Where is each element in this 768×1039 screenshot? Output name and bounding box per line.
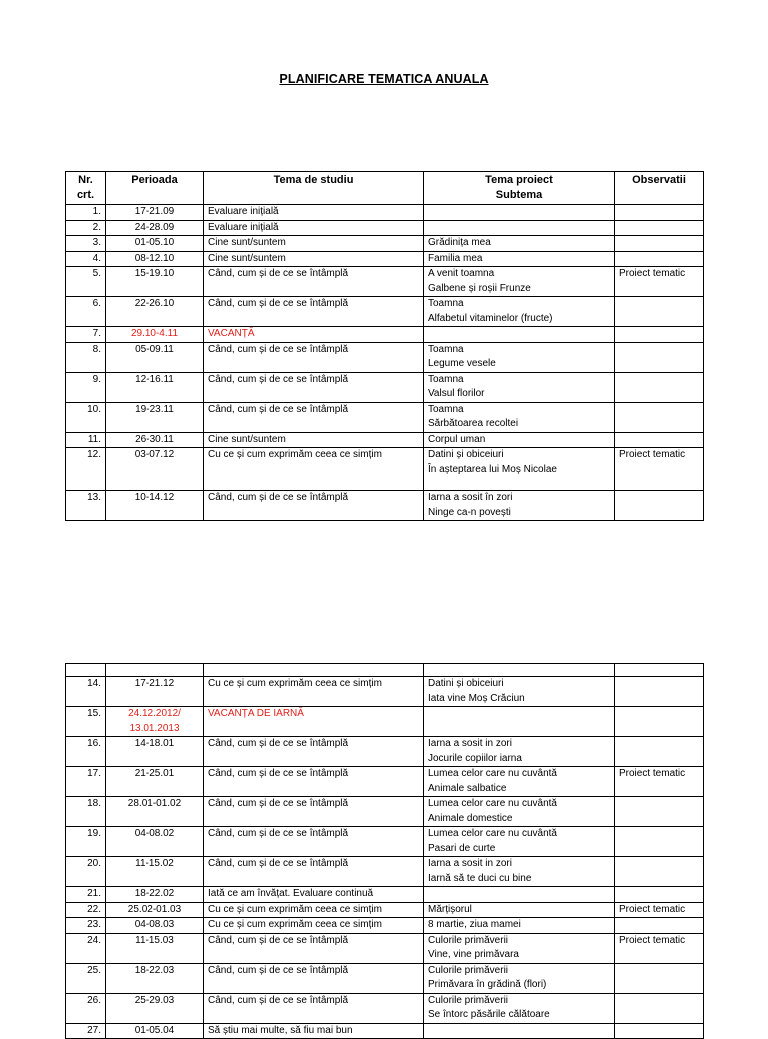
cell-observatii — [615, 342, 704, 372]
header-observatii: Observatii — [615, 172, 704, 205]
cell-observatii — [615, 1023, 704, 1039]
cell-observatii — [615, 887, 704, 903]
cell-tema-proiect: Lumea celor care nu cuvântă Animale salbatice — [424, 767, 615, 797]
cell-tema-studiu: Iată ce am învățat. Evaluare continuă — [204, 887, 424, 903]
cell-nr: 24. — [66, 933, 106, 963]
cell-tema-studiu: Când, cum și de ce se întâmplă — [204, 993, 424, 1023]
cell-observatii — [615, 327, 704, 343]
cell-tema-studiu: VACANȚĂ — [204, 327, 424, 343]
cell-tema-studiu: Când, cum și de ce se întâmplă — [204, 402, 424, 432]
cell-perioada: 19-23.11 — [106, 402, 204, 432]
cell-subtema: Valsul florilor — [428, 388, 485, 399]
cell-nr: 20. — [66, 857, 106, 887]
table-row — [66, 1023, 704, 1039]
table-row — [66, 737, 704, 767]
cell-nr: 14. — [66, 677, 106, 707]
cell-observatii — [615, 372, 704, 402]
cell-subtema: Iata vine Moș Crăciun — [428, 692, 525, 704]
cell-nr: 7. — [66, 327, 106, 343]
cell-nr: 15. — [66, 707, 106, 737]
cell-observatii — [615, 797, 704, 827]
cell-tema-studiu: Cine sunt/suntem — [204, 432, 424, 448]
table-row — [66, 251, 704, 267]
cell-tema-proiect: Familia mea — [424, 251, 615, 267]
cell-tema-proiect: Toamna Legume vesele — [424, 342, 615, 372]
header-perioada: Perioada — [106, 172, 204, 205]
cell-subtema: Ninge ca-n povești — [428, 506, 511, 518]
cell-perioada: 28.01-01.02 — [106, 797, 204, 827]
cell-observatii — [615, 491, 704, 521]
cell-tema-proiect — [424, 220, 615, 236]
table-row — [66, 236, 704, 252]
cell-subtema: Iarnă să te duci cu bine — [428, 872, 532, 884]
table-row — [66, 918, 704, 934]
cell-tema-studiu: Când, cum și de ce se întâmplă — [204, 297, 424, 327]
cell-tema-studiu: Când, cum și de ce se întâmplă — [204, 767, 424, 797]
cell-perioada: 01-05.04 — [106, 1023, 204, 1039]
cell-perioada: 21-25.01 — [106, 767, 204, 797]
cell-tema-proiect — [424, 887, 615, 903]
cell-tema-studiu: VACANȚA DE IARNĂ — [204, 707, 424, 737]
cell-nr: 4. — [66, 251, 106, 267]
cell-observatii — [615, 236, 704, 252]
table-row — [66, 372, 704, 402]
cell-observatii — [615, 402, 704, 432]
table-row — [66, 963, 704, 993]
cell-perioada: 11-15.03 — [106, 933, 204, 963]
header-tema-studiu: Tema de studiu — [204, 172, 424, 205]
cell-nr: 22. — [66, 902, 106, 918]
cell-perioada: 03-07.12 — [106, 448, 204, 491]
cell-subtema: Animale domestice — [428, 812, 513, 824]
cell-nr: 12. — [66, 448, 106, 491]
cell-observatii: Proiect tematic — [615, 933, 704, 963]
cell-nr: 10. — [66, 402, 106, 432]
cell-perioada: 01-05.10 — [106, 236, 204, 252]
cell-tema-proiect: Datini și obiceiuri Iata vine Moș Crăciun — [424, 677, 615, 707]
cell-tema-proiect: Iarna a sosit în zori Ninge ca-n povești — [424, 491, 615, 521]
cell-tema-proiect — [424, 1023, 615, 1039]
cell-nr: 2. — [66, 220, 106, 236]
cell-tema-proiect: Corpul uman — [424, 432, 615, 448]
cell-nr: 9. — [66, 372, 106, 402]
cell-perioada: 18-22.02 — [106, 887, 204, 903]
cell-tema-proiect: Mărțișorul — [424, 902, 615, 918]
cell-subtema: Legume vesele — [428, 358, 496, 369]
cell-nr: 8. — [66, 342, 106, 372]
cell-perioada: 17-21.12 — [106, 677, 204, 707]
page-title: PLANIFICARE TEMATICA ANUALA — [279, 72, 489, 86]
cell-observatii — [615, 963, 704, 993]
cell-nr: 3. — [66, 236, 106, 252]
cell-observatii: Proiect tematic — [615, 267, 704, 297]
cell-observatii — [615, 827, 704, 857]
table-row — [66, 267, 704, 297]
cell-tema-proiect: Toamna Valsul florilor — [424, 372, 615, 402]
cell-observatii — [615, 918, 704, 934]
cell-tema-proiect: Grădinița mea — [424, 236, 615, 252]
cell-subtema: Se întorc păsările călătoare — [428, 1009, 550, 1020]
cell-observatii — [615, 251, 704, 267]
cell-subtema: Vine, vine primăvara — [428, 949, 519, 960]
cell-tema-proiect — [424, 707, 615, 737]
cell-subtema: Pasari de curte — [428, 842, 496, 854]
cell-tema-proiect — [424, 205, 615, 221]
cell-nr: 16. — [66, 737, 106, 767]
cell-tema-proiect: Datini și obiceiuri În așteptarea lui Moș Nicolae — [424, 448, 615, 491]
cell-tema-proiect: Culorile primăverii Vine, vine primăvara — [424, 933, 615, 963]
cell-observatii — [615, 297, 704, 327]
cell-perioada: 10-14.12 — [106, 491, 204, 521]
table-row — [66, 677, 704, 707]
cell-perioada: 08-12.10 — [106, 251, 204, 267]
cell-nr: 11. — [66, 432, 106, 448]
planning-table-part-2 — [65, 663, 704, 1039]
table-row — [66, 448, 704, 491]
cell-perioada: 25.02-01.03 — [106, 902, 204, 918]
cell-nr: 6. — [66, 297, 106, 327]
cell-subtema: Animale salbatice — [428, 782, 507, 794]
cell-tema-studiu: Când, cum și de ce se întâmplă — [204, 963, 424, 993]
cell-tema-proiect: Iarna a sosit in zori Iarnă să te duci cu bine — [424, 857, 615, 887]
table-row — [66, 767, 704, 797]
cell-tema-proiect: Iarna a sosit in zori Jocurile copiilor iarna — [424, 737, 615, 767]
cell-nr: 17. — [66, 767, 106, 797]
cell-perioada: 17-21.09 — [106, 205, 204, 221]
header-nr: Nr. crt. — [66, 172, 106, 205]
table-row — [66, 342, 704, 372]
cell-tema-studiu: Cu ce și cum exprimăm ceea ce simțim — [204, 677, 424, 707]
cell-tema-proiect: 8 martie, ziua mamei — [424, 918, 615, 934]
cell-tema-studiu: Când, cum și de ce se întâmplă — [204, 857, 424, 887]
table-row — [66, 827, 704, 857]
cell-perioada: 29.10-4.11 — [106, 327, 204, 343]
cell-tema-proiect: Culorile primăverii Se întorc păsările călătoare — [424, 993, 615, 1023]
cell-tema-proiect: A venit toamna Galbene și roșii Frunze — [424, 267, 615, 297]
cell-subtema: Sărbătoarea recoltei — [428, 418, 519, 429]
cell-perioada: 12-16.11 — [106, 372, 204, 402]
cell-tema-studiu: Cine sunt/suntem — [204, 236, 424, 252]
cell-nr: 21. — [66, 887, 106, 903]
table-row — [66, 432, 704, 448]
cell-tema-proiect: Lumea celor care nu cuvântă Pasari de curte — [424, 827, 615, 857]
cell-observatii — [615, 707, 704, 737]
cell-observatii — [615, 737, 704, 767]
cell-perioada: 04-08.03 — [106, 918, 204, 934]
cell-tema-proiect: Culorile primăverii Primăvara în grădină (flori) — [424, 963, 615, 993]
cell-perioada: 26-30.11 — [106, 432, 204, 448]
header-tema-proiect: Tema proiect Subtema — [424, 172, 615, 205]
table-row — [66, 857, 704, 887]
cell-nr: 27. — [66, 1023, 106, 1039]
table-row — [66, 220, 704, 236]
cell-tema-studiu: Evaluare inițială — [204, 205, 424, 221]
cell-tema-proiect: Lumea celor care nu cuvântă Animale domestice — [424, 797, 615, 827]
table-row — [66, 797, 704, 827]
cell-tema-studiu: Când, cum și de ce se întâmplă — [204, 933, 424, 963]
table-row — [66, 491, 704, 521]
cell-tema-studiu: Când, cum și de ce se întâmplă — [204, 342, 424, 372]
cell-nr: 5. — [66, 267, 106, 297]
cell-observatii — [615, 220, 704, 236]
cell-subtema: Primăvara în grădină (flori) — [428, 979, 547, 990]
cell-tema-studiu: Cu ce și cum exprimăm ceea ce simțim — [204, 918, 424, 934]
cell-tema-proiect: Toamna Alfabetul vitaminelor (fructe) — [424, 297, 615, 327]
empty-header-row — [66, 664, 704, 677]
cell-perioada: 24-28.09 — [106, 220, 204, 236]
table-row — [66, 887, 704, 903]
cell-observatii — [615, 432, 704, 448]
cell-observatii — [615, 205, 704, 221]
cell-tema-studiu: Când, cum și de ce se întâmplă — [204, 491, 424, 521]
table-row — [66, 993, 704, 1023]
cell-tema-proiect — [424, 327, 615, 343]
cell-observatii: Proiect tematic — [615, 767, 704, 797]
cell-nr: 19. — [66, 827, 106, 857]
cell-observatii — [615, 677, 704, 707]
cell-perioada: 04-08.02 — [106, 827, 204, 857]
cell-tema-studiu: Cu ce și cum exprimăm ceea ce simțim — [204, 902, 424, 918]
table-row — [66, 402, 704, 432]
cell-tema-studiu: Când, cum și de ce se întâmplă — [204, 797, 424, 827]
cell-perioada: 22-26.10 — [106, 297, 204, 327]
cell-tema-studiu: Când, cum și de ce se întâmplă — [204, 372, 424, 402]
cell-perioada: 25-29.03 — [106, 993, 204, 1023]
cell-nr: 18. — [66, 797, 106, 827]
table-row — [66, 933, 704, 963]
cell-tema-studiu: Să știu mai multe, să fiu mai bun — [204, 1023, 424, 1039]
cell-perioada: 18-22.03 — [106, 963, 204, 993]
cell-tema-studiu: Cine sunt/suntem — [204, 251, 424, 267]
cell-tema-proiect: Toamna Sărbătoarea recoltei — [424, 402, 615, 432]
cell-perioada: 24.12.2012/ 13.01.2013 — [106, 707, 204, 737]
planning-table-part-1 — [65, 171, 704, 521]
cell-observatii: Proiect tematic — [615, 902, 704, 918]
cell-nr: 25. — [66, 963, 106, 993]
cell-nr: 23. — [66, 918, 106, 934]
cell-subtema: Alfabetul vitaminelor (fructe) — [428, 312, 553, 324]
table-row — [66, 707, 704, 737]
cell-observatii: Proiect tematic — [615, 448, 704, 491]
cell-subtema: Jocurile copiilor iarna — [428, 752, 522, 764]
cell-tema-studiu: Când, cum și de ce se întâmplă — [204, 827, 424, 857]
cell-perioada: 15-19.10 — [106, 267, 204, 297]
cell-subtema: În așteptarea lui Moș Nicolae — [428, 463, 557, 475]
cell-observatii — [615, 857, 704, 887]
cell-tema-studiu: Când, cum și de ce se întâmplă — [204, 737, 424, 767]
table-row — [66, 297, 704, 327]
cell-perioada: 11-15.02 — [106, 857, 204, 887]
cell-perioada: 14-18.01 — [106, 737, 204, 767]
table-row — [66, 327, 704, 343]
cell-nr: 26. — [66, 993, 106, 1023]
table-row — [66, 205, 704, 221]
table-row — [66, 902, 704, 918]
cell-nr: 1. — [66, 205, 106, 221]
cell-tema-studiu: Cu ce și cum exprimăm ceea ce simțim — [204, 448, 424, 491]
cell-tema-studiu: Evaluare inițială — [204, 220, 424, 236]
cell-nr: 13. — [66, 491, 106, 521]
cell-observatii — [615, 993, 704, 1023]
cell-subtema: Galbene și roșii Frunze — [428, 282, 531, 294]
cell-perioada: 05-09.11 — [106, 342, 204, 372]
table-header-row — [66, 172, 704, 205]
cell-tema-studiu: Când, cum și de ce se întâmplă — [204, 267, 424, 297]
